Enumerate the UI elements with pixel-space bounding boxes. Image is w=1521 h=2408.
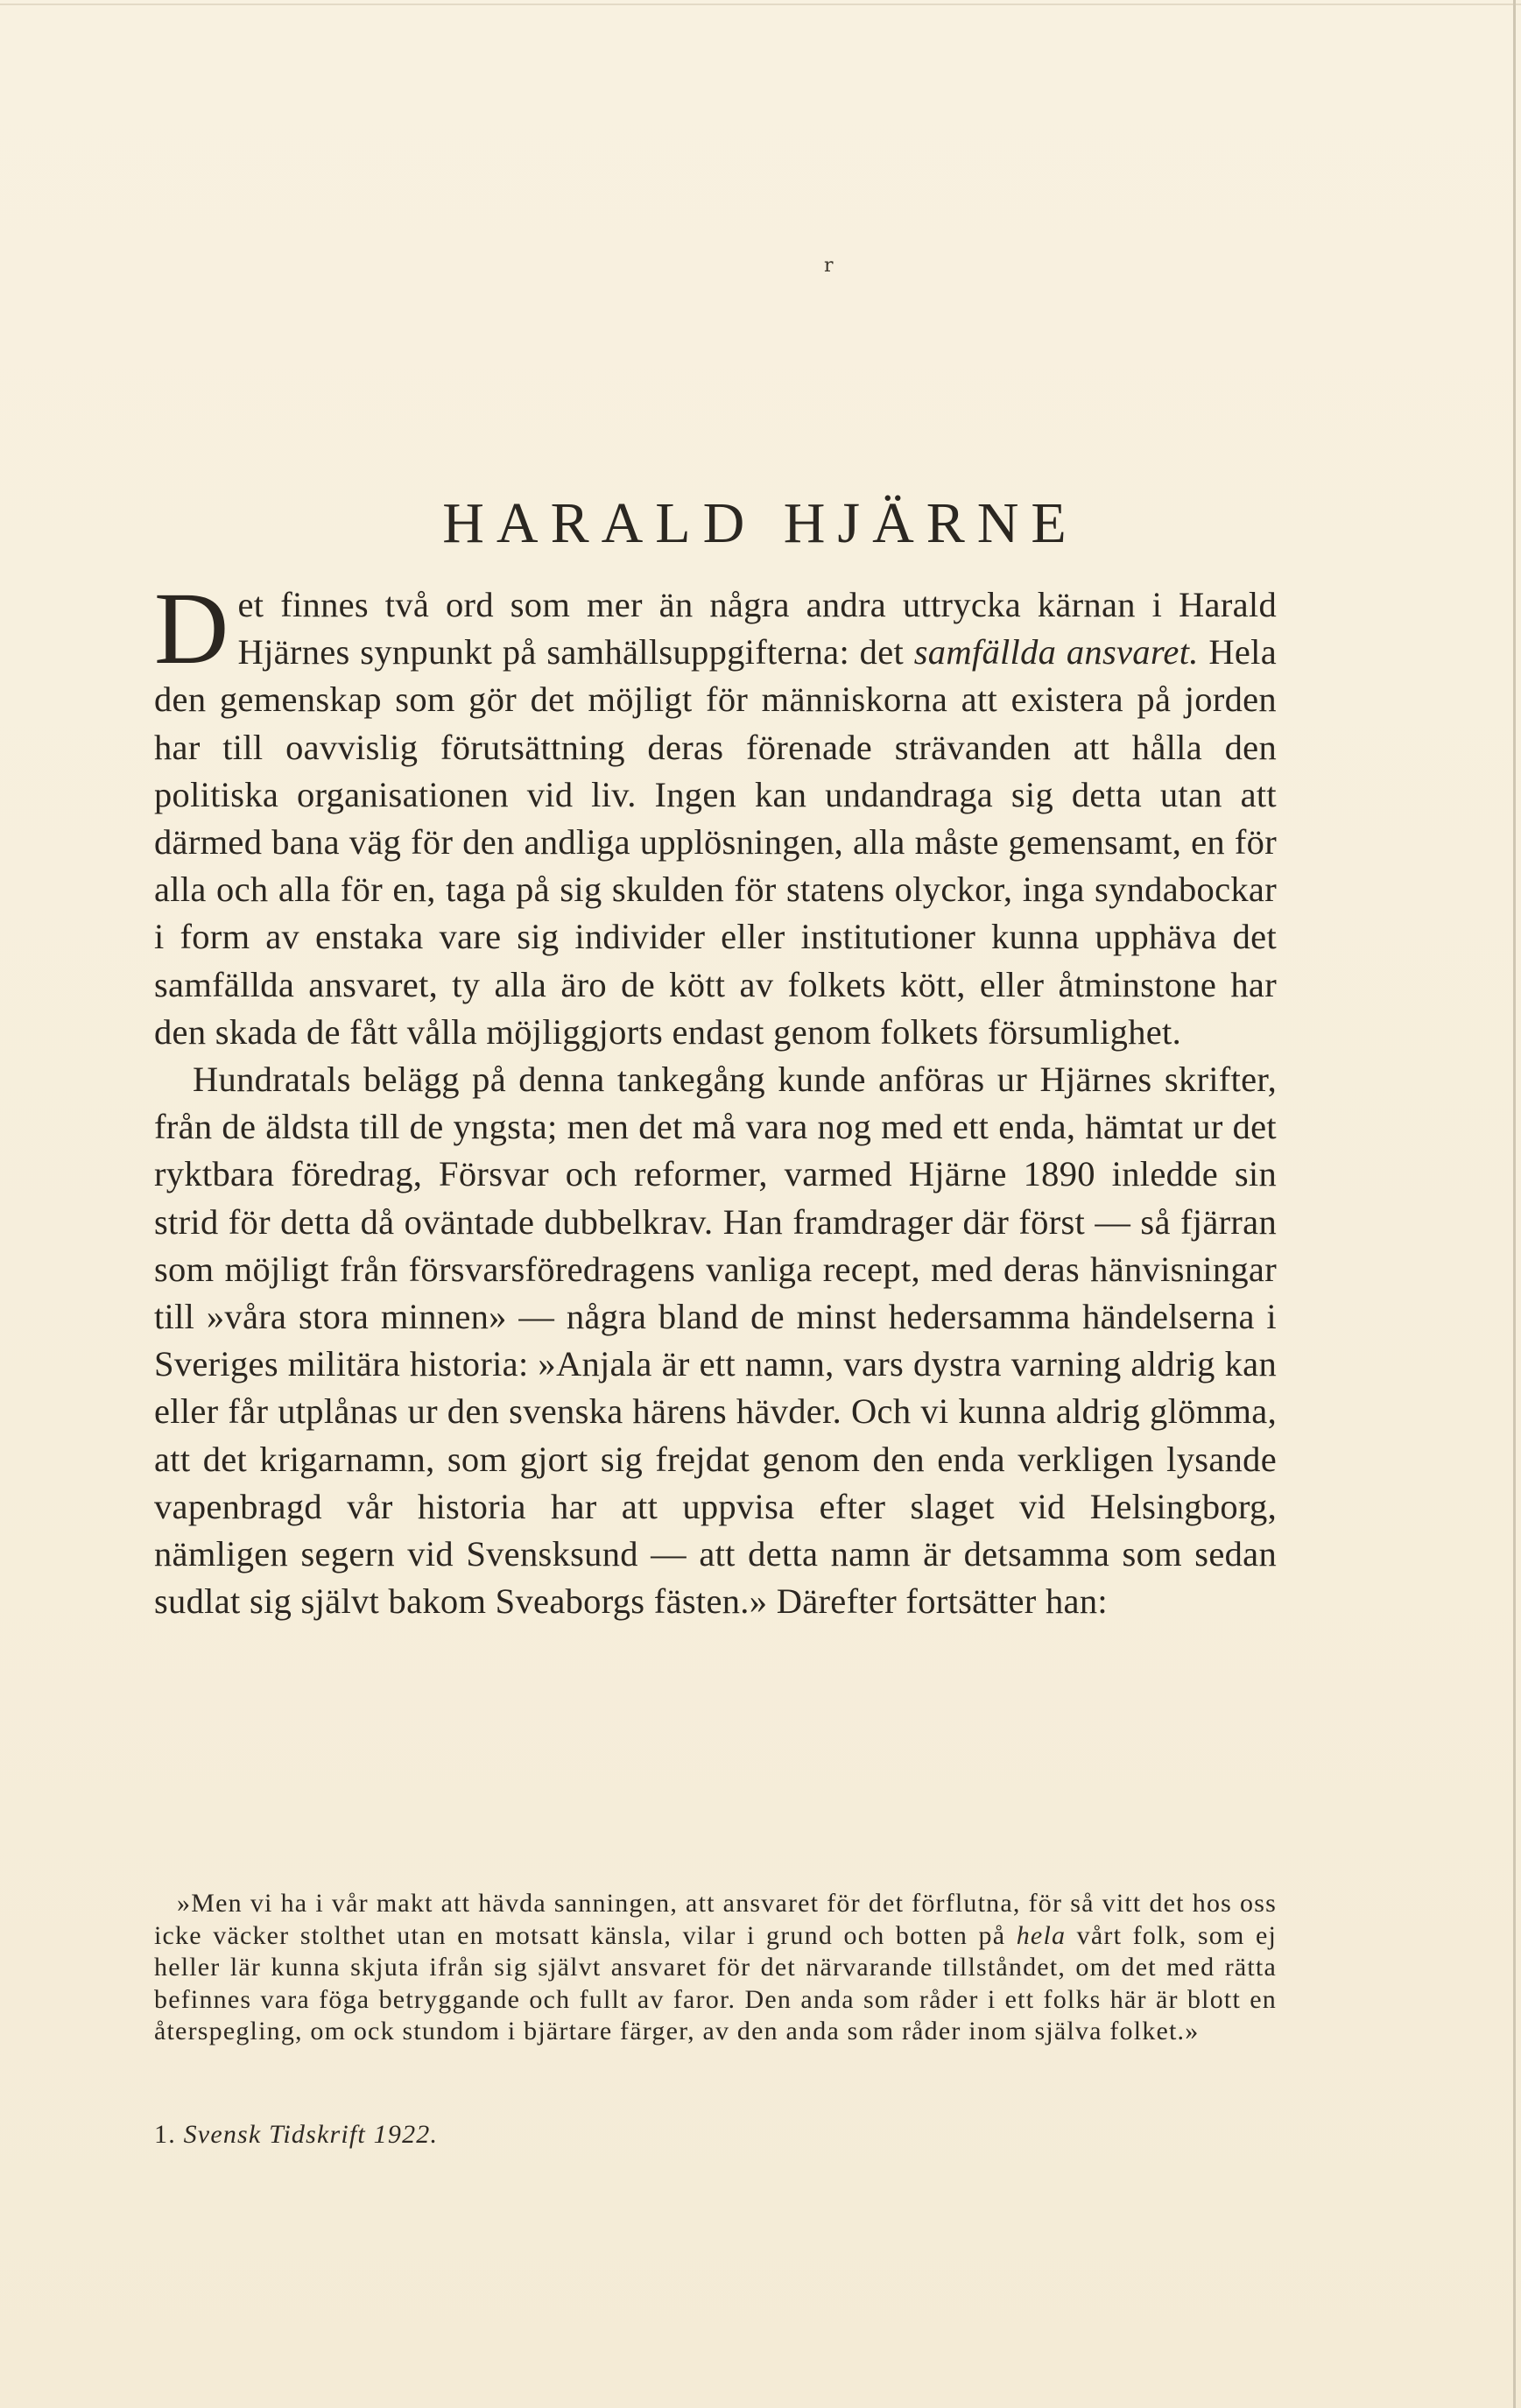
paragraph-2: Hundratals belägg på denna tankegång kunde anföras ur Hjärnes skrifter, från de äldsta till de yngsta; men det må vara nog med ett enda, hämtat ur det ryktbara föredrag, Försvar och reformer, varmed Hjärne 1890 inledde sin strid för detta då oväntade dubbelkrav. Han framdrager där först — så fjärran som möjligt från försvarsföredragens vanliga recept, med deras hänvisningar till »våra stora minnen» — några bland de minst hedersamma händelserna i Sveriges militära historia: »Anjala är ett namn, vars dystra varning aldrig kan eller får utplånas ur den svenska härens hävder. Och vi kunna aldrig glömma, att det krigarnamn, som gjort sig frejdat genom den enda verkligen lysande vapenbragd vår historia har att uppvisa efter slaget vid Helsingborg, nämligen segern vid Svensksund — att detta namn är detsamma som sedan sudlat sig självt bakom Sveaborgs fästen.» Därefter fortsätter han: bbox=[154, 1060, 1277, 1622]
page-right-edge bbox=[1513, 0, 1516, 2408]
page-top-edge bbox=[0, 4, 1521, 5]
footnote-source: Svensk Tidskrift 1922. bbox=[183, 2120, 439, 2149]
quote-before: »Men vi ha i vår makt att hävda sanningen, att ansvaret för det förflutna, för så vitt det hos oss icke väcker stolthet utan en motsatt känsla, vilar i grund och botten på bbox=[154, 1889, 1277, 1950]
paragraph-1-emphasis: samfällda ansvaret. bbox=[913, 632, 1199, 672]
page-title: HARALD HJÄRNE bbox=[442, 491, 1079, 555]
block-quote bbox=[154, 1888, 1277, 2048]
paragraph-1-lead: et finnes två ord som mer än några andra uttrycka kärnan i Harald Hjärnes synpunkt på samhällsuppgifterna: det bbox=[237, 585, 1277, 672]
print-mark: r bbox=[824, 255, 834, 277]
quote-after: vårt folk, som ej heller lär kunna skjuta ifrån sig självt ansvaret för det närvarande tillståndet, om det med rätta befinnes vara föga betryggande och fullt av faror. Den anda som råder i ett folks här är blott en återspegling, om ock stundom i bjärtare färger, av den anda som råder inom själva folket.» bbox=[154, 1920, 1278, 2046]
paragraph-1-rest: Hela den gemenskap som gör det möjligt för människorna att existera på jorden har till oavvislig förutsättning deras förenade strävanden att hålla den politiska organisationen vid liv. Ingen kan undandraga sig detta utan att därmed bana väg för den andliga upplösningen, alla måste gemensamt, en för alla och alla för en, taga på sig skulden för statens olyckor, inga syndabockar i form av enstaka vare sig individer eller institutioner kunna upphäva det samfällda ansvaret, ty alla äro de kött av folkets kött, eller åtminstone har den skada de fått vålla möjliggjorts endast genom folkets försumlighet. bbox=[154, 632, 1277, 1052]
body-text bbox=[154, 571, 1277, 1625]
paragraph-1 bbox=[154, 571, 1277, 1056]
drop-cap: D bbox=[154, 571, 229, 686]
quote-emphasis: hela bbox=[1016, 1920, 1067, 1950]
footnote-number: 1. bbox=[154, 2120, 176, 2149]
footnote bbox=[154, 2119, 1277, 2151]
